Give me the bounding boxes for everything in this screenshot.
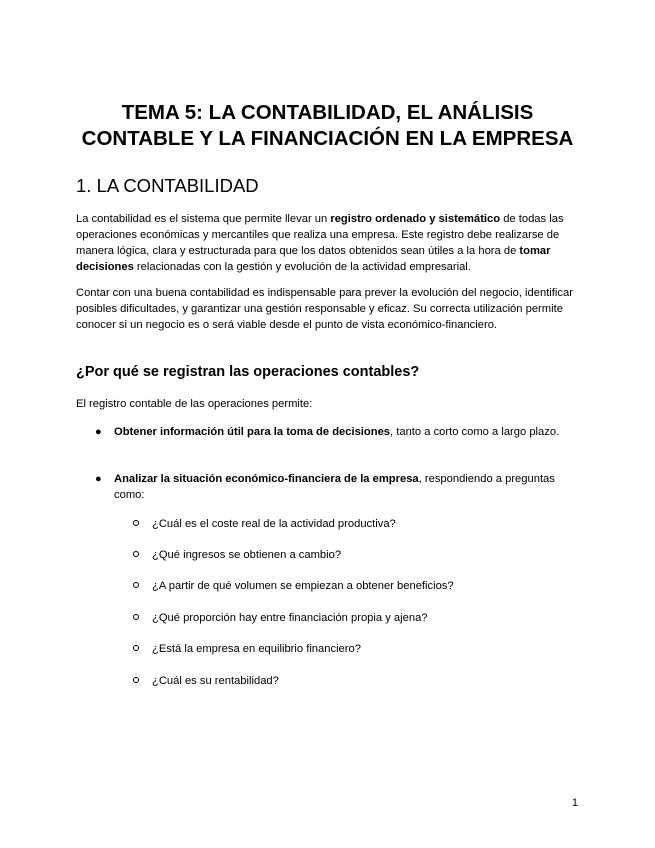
paragraph-1: [76, 211, 586, 275]
question-item-3: [152, 578, 454, 594]
bullet-dot-icon: ●: [95, 473, 102, 485]
question-text: ¿A partir de qué volumen se empiezan a obtener beneficios?: [152, 580, 454, 592]
section-heading: 1. LA CONTABILIDAD: [76, 175, 259, 196]
subsection-heading: ¿Por qué se registran las operaciones contables?: [76, 364, 420, 380]
bullet-2-bold: Analizar la situación económico-financiera de la empresa: [114, 473, 419, 485]
bullet-2-text: , respondiendo a preguntas como:: [114, 473, 555, 501]
hollow-circle-bullet-icon: [133, 614, 139, 620]
paragraph-2: Contar con una buena contabilidad es indispensable para prever la evolución del negocio, identificar posibles dificultades, y garantizar una gestión responsable y eficaz. Su correcta utilización permite conocer si un negocio es o será viable desde el punto de vista económico-financiero.: [76, 287, 573, 331]
paragraph-1-text-1: La contabilidad es el sistema que permite llevar un: [76, 213, 331, 225]
question-item-2: [152, 547, 341, 563]
bullet-1-text: , tanto a corto como a largo plazo.: [390, 426, 560, 438]
paragraph-1-text-2: de todas las operaciones económicas y mercantiles que realiza una empresa. Este registro debe realizarse de manera lógica, clara y estructurada para que los datos obtenidos sean útiles a la hora de: [76, 213, 564, 257]
paragraph-1-bold-1: registro ordenado y sistemático: [330, 213, 501, 225]
hollow-circle-bullet-icon: [133, 582, 139, 588]
question-item-6: [152, 673, 279, 689]
hollow-circle-bullet-icon: [133, 677, 139, 683]
question-item-4: [152, 610, 428, 626]
question-item-5: [152, 641, 361, 657]
document-title: [60, 100, 595, 152]
bullet-1-bold: Obtener información útil para la toma de decisiones: [114, 426, 391, 438]
hollow-circle-bullet-icon: [133, 520, 139, 526]
hollow-circle-bullet-icon: [133, 551, 139, 557]
paragraph-1-text-3: relacionadas con la gestión y evolución de la actividad empresarial.: [133, 261, 471, 273]
hollow-circle-bullet-icon: [133, 645, 139, 651]
question-text: ¿Qué ingresos se obtienen a cambio?: [152, 549, 342, 561]
bullet-item-2: [95, 471, 584, 503]
bullet-item-1: [95, 424, 584, 440]
question-text: ¿Cuál es su rentabilidad?: [152, 675, 279, 687]
question-text: ¿Cuál es el coste real de la actividad productiva?: [152, 518, 396, 530]
page-number: 1: [571, 797, 578, 809]
title-line-2: CONTABLE Y LA FINANCIACIÓN EN LA EMPRESA: [81, 127, 574, 150]
bullet-dot-icon: ●: [95, 426, 102, 438]
question-text: ¿Está la empresa en equilibrio financiero?: [152, 643, 361, 655]
subsection-intro: El registro contable de las operaciones permite:: [76, 398, 313, 410]
question-item-1: [152, 516, 396, 532]
title-line-1: TEMA 5: LA CONTABILIDAD, EL ANÁLISIS: [121, 101, 534, 124]
question-text: ¿Qué proporción hay entre financiación propia y ajena?: [152, 612, 428, 624]
paragraph-1-bold-2: tomar decisiones: [76, 245, 551, 273]
